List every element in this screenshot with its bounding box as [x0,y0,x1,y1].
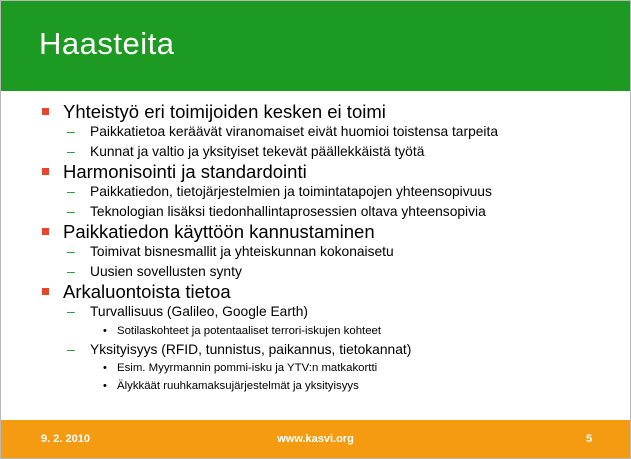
dash-icon: – [67,183,75,199]
bullet-1-text: Yhteistyö eri toimijoiden kesken ei toimi [63,101,386,122]
page-number: 5 [586,433,593,445]
sub-bullet-3-2-text: Uusien sovellusten synty [90,263,242,279]
dash-icon: – [67,142,75,159]
bullet-3-text: Paikkatiedon käyttöön kannustaminen [63,221,375,242]
footer-bar [1,420,630,458]
sub-bullet-2-1 [1,182,630,202]
sub-bullet-2-2 [1,202,630,222]
sub-bullet-1-1 [1,122,630,142]
dash-icon: – [67,202,75,219]
bullet-square-icon [42,168,49,175]
sub-sub-bullet-4-2-1-text: Esim. Myyrmannin pommi-isku ja YTV:n matkakortti [117,362,378,374]
bullet-1 [1,101,630,122]
dash-icon: – [67,123,75,139]
sub-bullet-2-2-text: Teknologian lisäksi tiedonhallintaprosessien oltava yhteensopivia [90,203,486,219]
slide-title: Haasteita [39,26,175,61]
bullet-2-text: Harmonisointi ja standardointi [63,161,307,182]
sub-bullet-3-1-text: Toimivat bisnesmallit ja yhteiskunnan kokonaisetu [90,244,394,259]
sub-bullet-4-2 [1,340,630,360]
sub-bullet-1-2-text: Kunnat ja valtio ja yksityiset tekevät päällekkäistä työtä [90,143,425,159]
sub-bullet-2-1-text: Paikkatiedon, tietojärjestelmien ja toimintatapojen yhteensopivuus [90,184,492,199]
sub-sub-bullet-4-1-1 [1,322,630,340]
dash-icon: – [67,303,75,319]
bullet-4 [1,281,630,302]
sub-sub-bullet-4-2-2 [1,377,630,395]
sub-sub-bullet-4-2-1 [1,359,630,377]
dash-icon: – [67,243,75,259]
bullet-3 [1,221,630,242]
bullet-4-text: Arkaluontoista tietoa [63,281,231,302]
sub-bullet-4-1 [1,302,630,322]
title-bar [1,1,630,91]
dot-icon: • [103,324,107,337]
footer-date: 9. 2. 2010 [41,433,90,445]
bullet-square-icon [42,108,49,115]
bullet-square-icon [42,288,49,295]
bullet-square-icon [42,228,49,235]
sub-bullet-1-2 [1,142,630,162]
dot-icon: • [103,380,107,392]
sub-bullet-4-2-text: Yksityisyys (RFID, tunnistus, paikannus, tietokannat) [90,341,412,357]
sub-bullet-1-1-text: Paikkatietoa keräävät viranomaiset eivät huomioi toistensa tarpeita [90,124,498,139]
footer-url: www.kasvi.org [277,433,354,445]
slide-content [1,101,630,395]
dash-icon: – [67,262,75,279]
dot-icon: • [103,362,107,374]
sub-bullet-3-2 [1,262,630,282]
sub-sub-bullet-4-2-2-text: Älykkäät ruuhkamaksujärjestelmät ja yksityisyys [117,380,359,392]
sub-bullet-3-1 [1,242,630,262]
bullet-2 [1,161,630,182]
sub-sub-bullet-4-1-1-text: Sotilaskohteet ja potentaaliset terrori-iskujen kohteet [117,324,382,337]
sub-bullet-4-1-text: Turvallisuus (Galileo, Google Earth) [90,304,309,319]
dash-icon: – [67,340,75,357]
